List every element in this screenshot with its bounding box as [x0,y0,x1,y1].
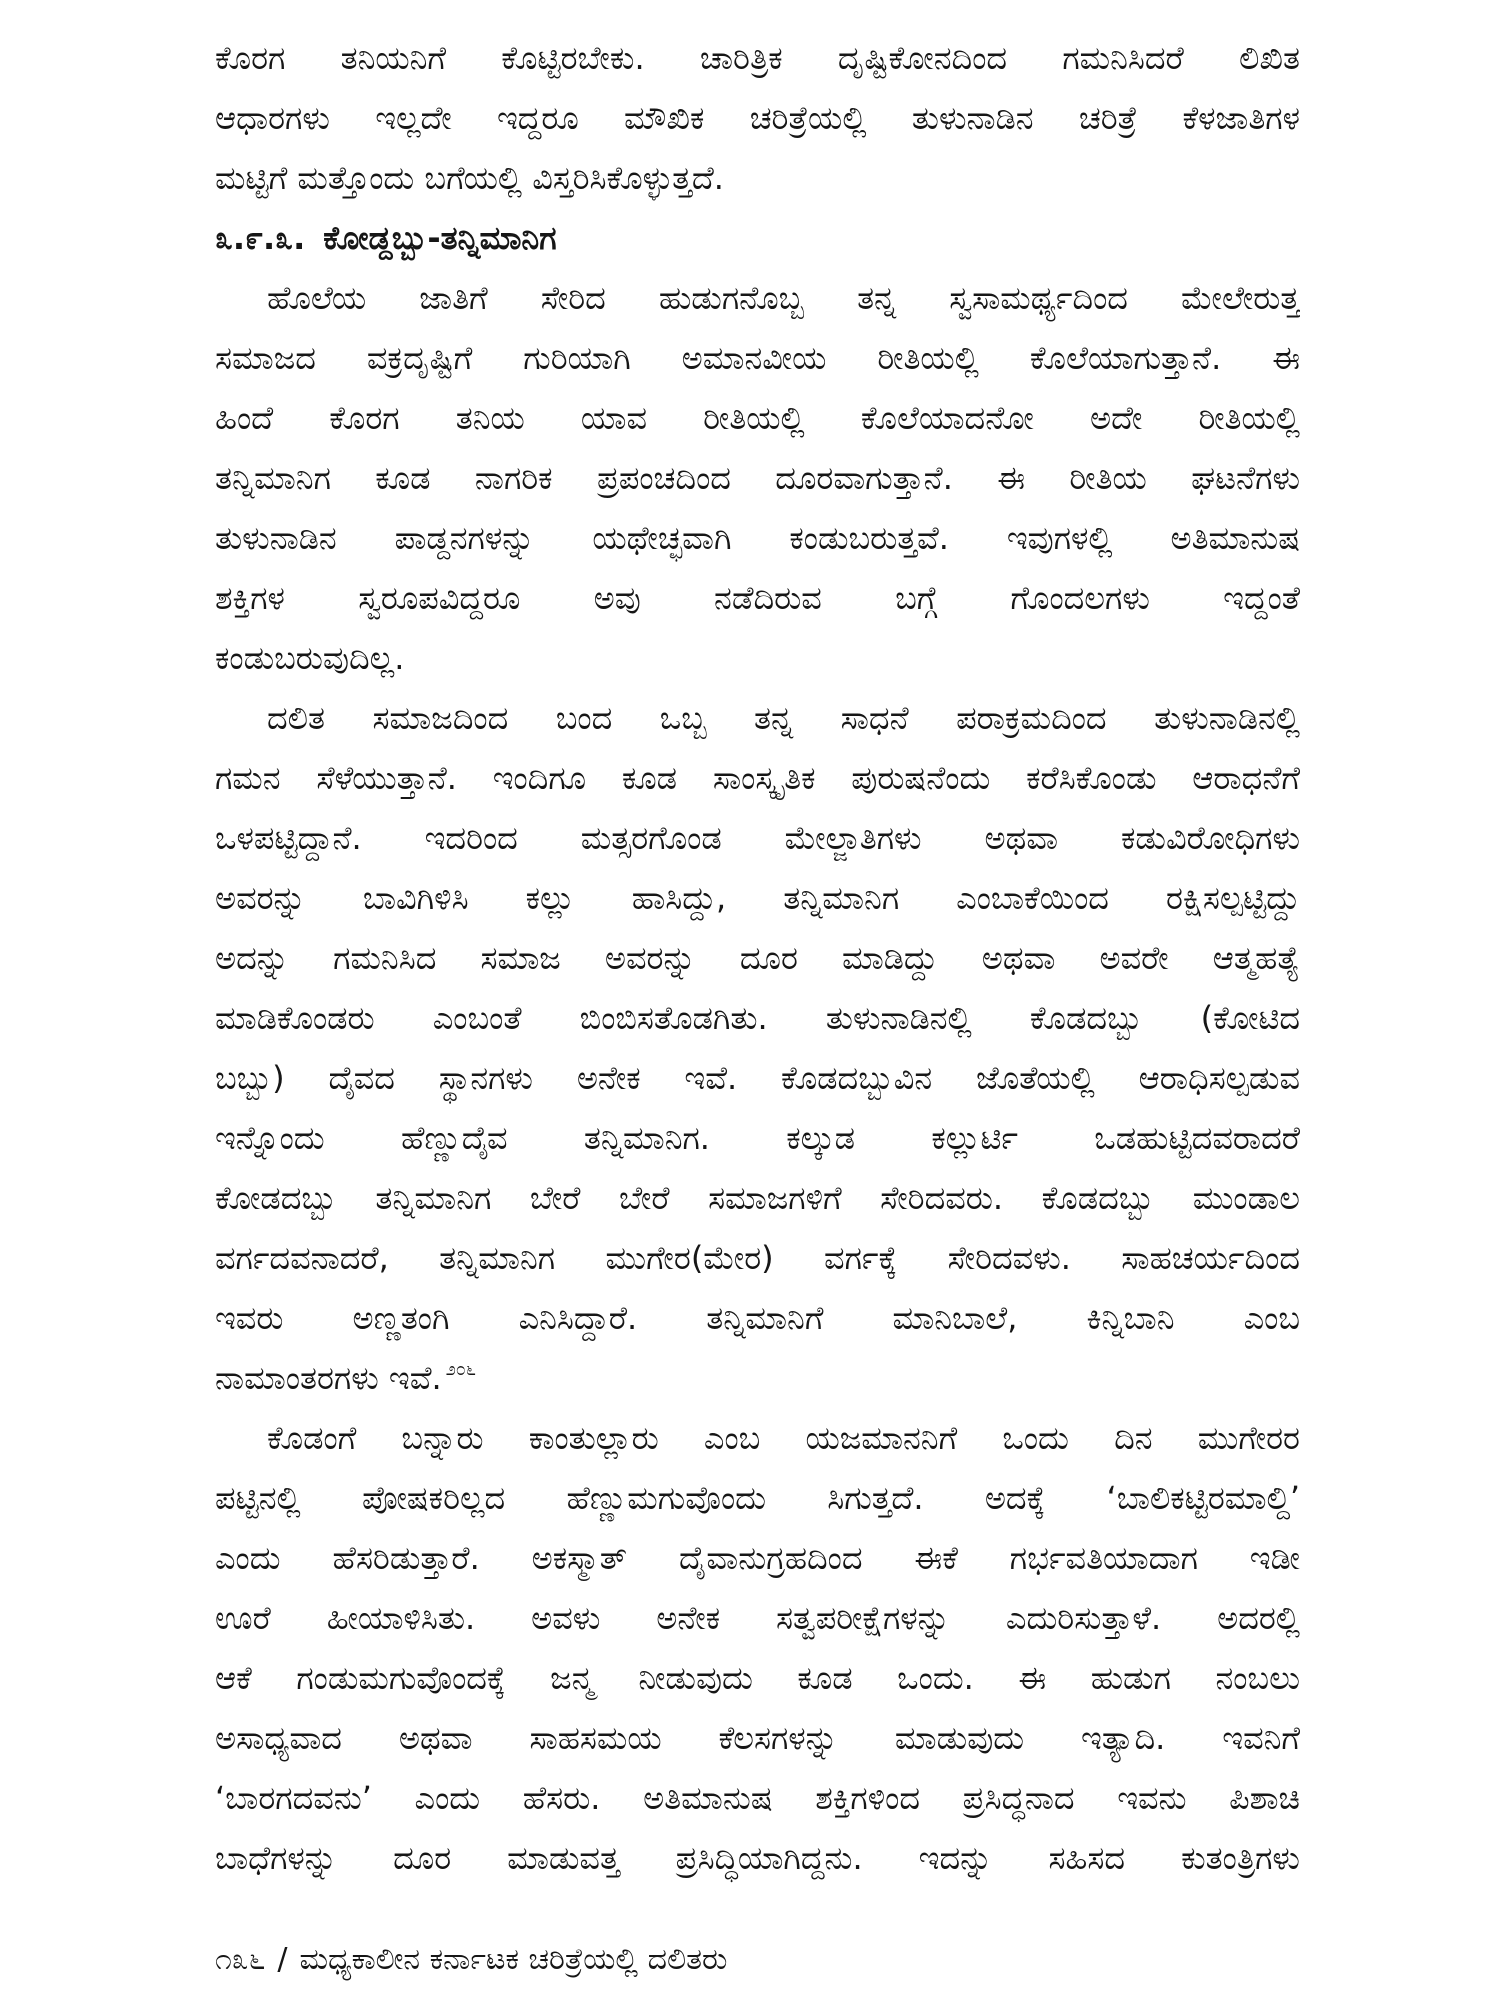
text-line: ಅದನ್ನು ಗಮನಿಸಿದ ಸಮಾಜ ಅವರನ್ನು ದೂರ ಮಾಡಿದ್ದು ಅಥವಾ ಅವರೇ ಆತ್ಮಹತ್ಯೆ [215,939,1300,977]
text-line: ಇವರು ಅಣ್ಣತಂಗಿ ಎನಿಸಿದ್ದಾರೆ. ತನ್ನಿಮಾನಿಗೆ ಮಾನಿಬಾಲೆ, ಕಿನ್ನಿಬಾನಿ ಎಂಬ [215,1299,1300,1337]
section-number: ೩.೯.೩. [215,219,306,257]
footnote-reference: ೨೦೬ [445,1359,476,1380]
section-heading [215,208,1300,268]
page-number: ೧೩೬ [215,1942,266,1977]
text-line: ಎಂದು ಹೆಸರಿಡುತ್ತಾರೆ. ಅಕಸ್ಮಾತ್ ದೈವಾನುಗ್ರಹದಿಂದ ಈಕೆ ಗರ್ಭವತಿಯಾದಾಗ ಇಡೀ [215,1539,1300,1577]
text-line: ಪಟ್ಟಿನಲ್ಲಿ ಪೋಷಕರಿಲ್ಲದ ಹೆಣ್ಣುಮಗುವೊಂದು ಸಿಗುತ್ತದೆ. ಅದಕ್ಕೆ ‘ಬಾಲಿಕಟ್ಟಿರಮಾಲ್ದಿ’ [215,1479,1300,1517]
section-title: ಕೋಡ್ದಬ್ಬು-ತನ್ನಿಮಾನಿಗ [323,219,557,257]
text-line: ವರ್ಗದವನಾದರೆ, ತನ್ನಿಮಾನಿಗ ಮುಗೇರ(ಮೇರ) ವರ್ಗಕ್ಕೆ ಸೇರಿದವಳು. ಸಾಹಚರ್ಯದಿಂದ [215,1239,1300,1277]
paragraph-continued [215,28,1300,208]
text-line: ಹಿಂದೆ ಕೊರಗ ತನಿಯ ಯಾವ ರೀತಿಯಲ್ಲಿ ಕೊಲೆಯಾದನೋ ಅದೇ ರೀತಿಯಲ್ಲಿ [215,399,1300,437]
text-line: ಊರೆ ಹೀಯಾಳಿಸಿತು. ಅವಳು ಅನೇಕ ಸತ್ವಪರೀಕ್ಷೆಗಳನ್ನು ಎದುರಿಸುತ್ತಾಳೆ. ಅದರಲ್ಲಿ [215,1599,1300,1637]
book-title: ಮಧ್ಯಕಾಲೀನ ಕರ್ನಾಟಕ ಚರಿತ್ರೆಯಲ್ಲಿ ದಲಿತರು [299,1942,728,1977]
text-line: ‘ಬಾರಗದವನು’ ಎಂದು ಹೆಸರು. ಅತಿಮಾನುಷ ಶಕ್ತಿಗಳಿಂದ ಪ್ರಸಿದ್ಧನಾದ ಇವನು ಪಿಶಾಚಿ [215,1779,1300,1817]
paragraph-2 [215,688,1300,1408]
text-line: ಇನ್ನೊಂದು ಹೆಣ್ಣುದೈವ ತನ್ನಿಮಾನಿಗ. ಕಲ್ಕುಡ ಕಲ್ಲುರ್ಟಿ ಒಡಹುಟ್ಟಿದವರಾದರೆ [215,1119,1300,1157]
body-text [215,28,1300,1888]
text-line: ಬಾಧೆಗಳನ್ನು ದೂರ ಮಾಡುವತ್ತ ಪ್ರಸಿದ್ಧಿಯಾಗಿದ್ದನು. ಇದನ್ನು ಸಹಿಸದ ಕುತಂತ್ರಿಗಳು [215,1839,1300,1877]
text-line: ಕೊರಗ ತನಿಯನಿಗೆ ಕೊಟ್ಟಿರಬೇಕು. ಚಾರಿತ್ರಿಕ ದೃಷ್ಟಿಕೋನದಿಂದ ಗಮನಿಸಿದರೆ ಲಿಖಿತ [215,39,1300,77]
text-line: ತುಳುನಾಡಿನ ಪಾಡ್ದನಗಳನ್ನು ಯಥೇಚ್ಛವಾಗಿ ಕಂಡುಬರುತ್ತವೆ. ಇವುಗಳಲ್ಲಿ ಅತಿಮಾನುಷ [215,519,1300,557]
page-footer [215,1935,1300,1985]
paragraph-3 [215,1408,1300,1888]
text-line: ಶಕ್ತಿಗಳ ಸ್ವರೂಪವಿದ್ದರೂ ಅವು ನಡೆದಿರುವ ಬಗ್ಗೆ ಗೊಂದಲಗಳು ಇದ್ದಂತೆ [215,579,1300,617]
text-line: ಬಬ್ಬು) ದೈವದ ಸ್ಥಾನಗಳು ಅನೇಕ ಇವೆ. ಕೊಡದಬ್ಬುವಿನ ಜೊತೆಯಲ್ಲಿ ಆರಾಧಿಸಲ್ಪಡುವ [215,1059,1300,1097]
text-line: ಅಸಾಧ್ಯವಾದ ಅಥವಾ ಸಾಹಸಮಯ ಕೆಲಸಗಳನ್ನು ಮಾಡುವುದು ಇತ್ಯಾದಿ. ಇವನಿಗೆ [215,1719,1300,1757]
text-line: ಗಮನ ಸೆಳೆಯುತ್ತಾನೆ. ಇಂದಿಗೂ ಕೂಡ ಸಾಂಸ್ಕೃತಿಕ ಪುರುಷನೆಂದು ಕರೆಸಿಕೊಂಡು ಆರಾಧನೆಗೆ [215,759,1300,797]
text-line: ಹೊಲೆಯ ಜಾತಿಗೆ ಸೇರಿದ ಹುಡುಗನೊಬ್ಬ ತನ್ನ ಸ್ವಸಾಮರ್ಥ್ಯದಿಂದ ಮೇಲೇರುತ್ತ [267,279,1300,317]
text-line: ಆಧಾರಗಳು ಇಲ್ಲದೇ ಇದ್ದರೂ ಮೌಖಿಕ ಚರಿತ್ರೆಯಲ್ಲಿ ತುಳುನಾಡಿನ ಚರಿತ್ರೆ ಕೆಳಜಾತಿಗಳ [215,99,1300,137]
text-line: ಸಮಾಜದ ವಕ್ರದೃಷ್ಟಿಗೆ ಗುರಿಯಾಗಿ ಅಮಾನವೀಯ ರೀತಿಯಲ್ಲಿ ಕೊಲೆಯಾಗುತ್ತಾನೆ. ಈ [215,339,1300,377]
text-line: ಕೋಡದಬ್ಬು ತನ್ನಿಮಾನಿಗ ಬೇರೆ ಬೇರೆ ಸಮಾಜಗಳಿಗೆ ಸೇರಿದವರು. ಕೊಡದಬ್ಬು ಮುಂಡಾಲ [215,1179,1300,1217]
paragraph-1 [215,268,1300,688]
text-line: ಮಟ್ಟಿಗೆ ಮತ್ತೊಂದು ಬಗೆಯಲ್ಲಿ ವಿಸ್ತರಿಸಿಕೊಳ್ಳುತ್ತದೆ. [215,159,724,197]
text-line: ತನ್ನಿಮಾನಿಗ ಕೂಡ ನಾಗರಿಕ ಪ್ರಪಂಚದಿಂದ ದೂರವಾಗುತ್ತಾನೆ. ಈ ರೀತಿಯ ಘಟನೆಗಳು [215,459,1300,497]
text-line: ದಲಿತ ಸಮಾಜದಿಂದ ಬಂದ ಒಬ್ಬ ತನ್ನ ಸಾಧನೆ ಪರಾಕ್ರಮದಿಂದ ತುಳುನಾಡಿನಲ್ಲಿ [267,699,1300,737]
text-line: ಕಂಡುಬರುವುದಿಲ್ಲ. [215,639,405,677]
footer-separator: / [277,1942,288,1977]
text-line: ಆಕೆ ಗಂಡುಮಗುವೊಂದಕ್ಕೆ ಜನ್ಮ ನೀಡುವುದು ಕೂಡ ಒಂದು. ಈ ಹುಡುಗ ನಂಬಲು [215,1659,1300,1697]
text-line: ಒಳಪಟ್ಟಿದ್ದಾನೆ. ಇದರಿಂದ ಮತ್ಸರಗೊಂಡ ಮೇಲ್ಜಾತಿಗಳು ಅಥವಾ ಕಡುವಿರೋಧಿಗಳು [215,819,1300,857]
text-line: ಕೊಡಂಗೆ ಬನ್ನಾರು ಕಾಂತುಲ್ಲಾರು ಎಂಬ ಯಜಮಾನನಿಗೆ ಒಂದು ದಿನ ಮುಗೇರರ [267,1419,1300,1457]
text-line-content: ನಾಮಾಂತರಗಳು ಇವೆ. [215,1359,442,1397]
text-line [215,1348,1300,1408]
text-line: ಮಾಡಿಕೊಂಡರು ಎಂಬಂತೆ ಬಿಂಬಿಸತೊಡಗಿತು. ತುಳುನಾಡಿನಲ್ಲಿ ಕೊಡದಬ್ಬು (ಕೋಟಿದ [215,999,1300,1037]
text-line: ಅವರನ್ನು ಬಾವಿಗಿಳಿಸಿ ಕಲ್ಲು ಹಾಸಿದ್ದು, ತನ್ನಿಮಾನಿಗ ಎಂಬಾಕೆಯಿಂದ ರಕ್ಷಿಸಲ್ಪಟ್ಟಿದ್ದು [215,879,1300,917]
